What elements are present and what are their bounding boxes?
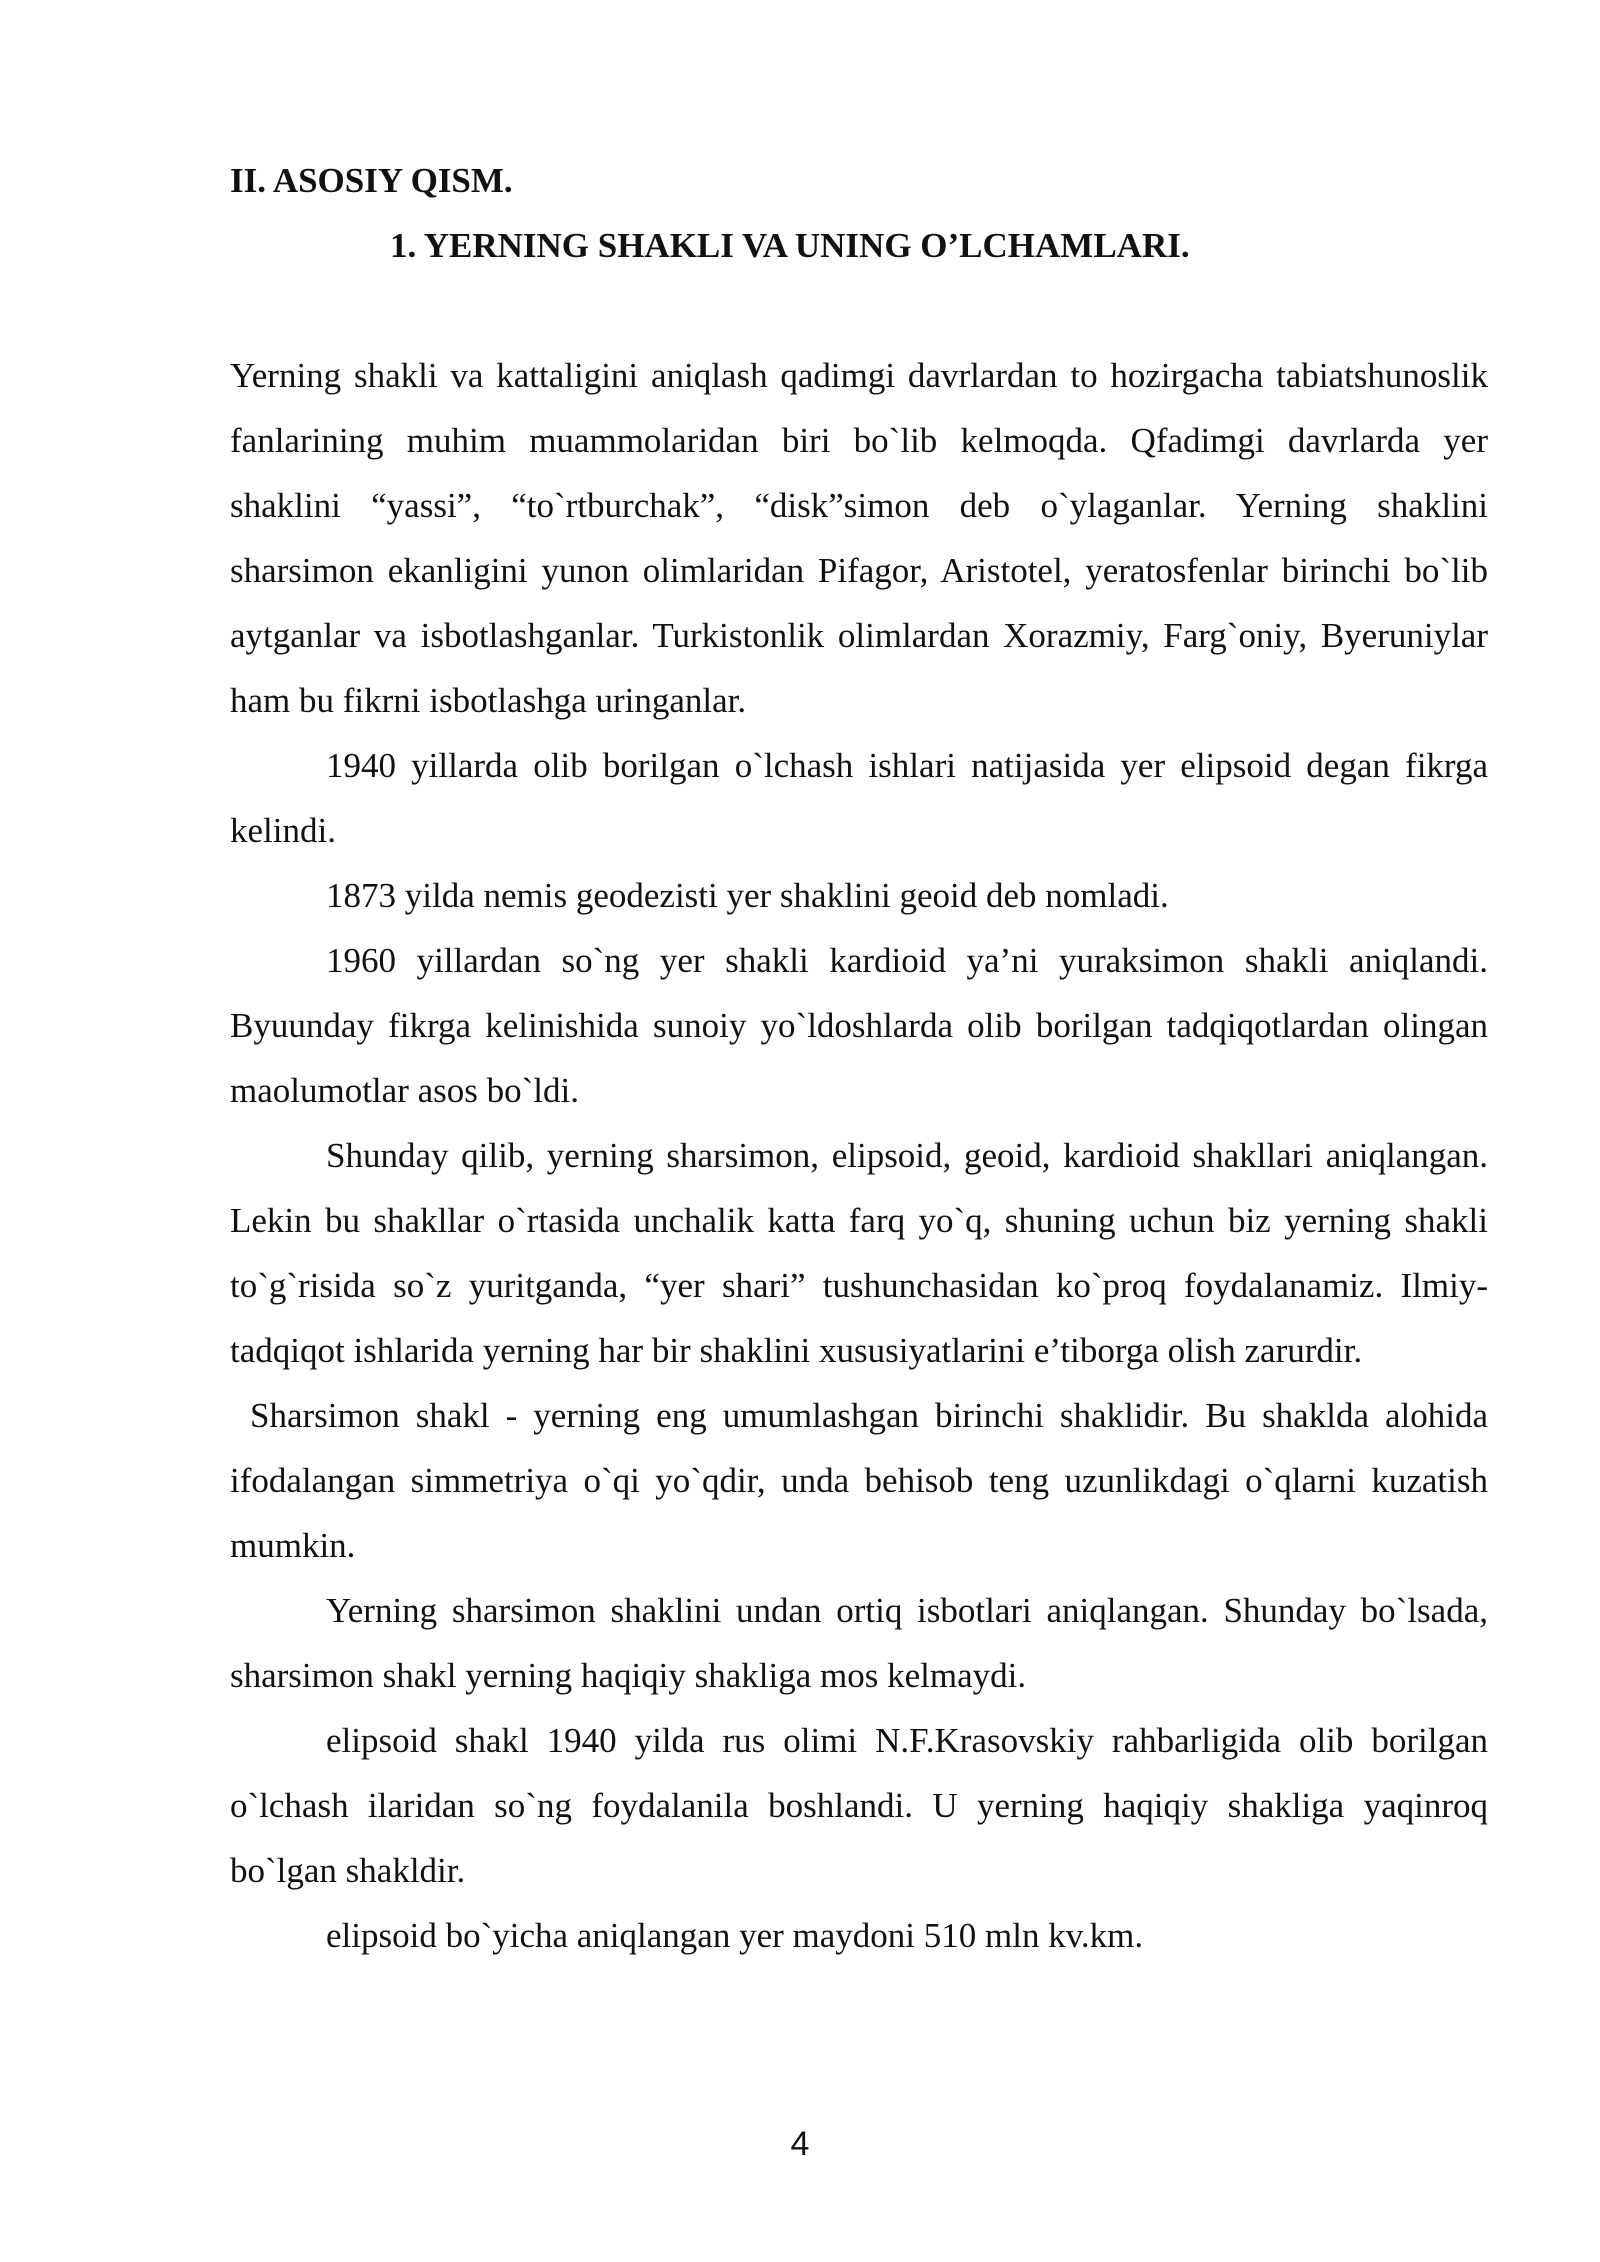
paragraph-1873-geoid: 1873 yilda nemis geodezisti yer shaklini geoid deb nomladi. <box>326 876 1169 915</box>
page-content <box>230 148 1488 1968</box>
page-number: 4 <box>790 2125 810 2163</box>
paragraph-intro: Yerning shakli va kattaligini aniqlash qadimgi davrlardan to hozirgacha tabiatshunoslik fanlarining muhim muammolaridan biri bo`lib kelmoqda. Qfadimgi davrlarda yer shaklini “yassi”, “to`rtburchak”, “disk”simon deb o`ylaganlar. Yerning shaklini sharsimon ekanligini yunon olimlaridan Pifagor, Aristotel, yeratosfenlar birinchi bo`lib aytganlar va isbotlashganlar. Turkistonlik olimlardan Xorazmiy, Farg`oniy, Byeruniylar ham bu fikrni isbotlashga uringanlar. <box>230 356 1488 720</box>
section-heading: II. ASOSIY QISM. <box>230 161 513 200</box>
paragraph-spherical-shape: Sharsimon shakl - yerning eng umumlashgan birinchi shaklidir. Bu shaklda alohida ifodalangan simmetriya o`qi yo`qdir, unda behisob teng uzunlikdagi o`qlarni kuzatish mumkin. <box>230 1396 1488 1565</box>
paragraph-1960-cardioid: 1960 yillardan so`ng yer shakli kardioid ya’ni yuraksimon shakli aniqlandi. Byuunday fikrga kelinishida sunoiy yo`ldoshlarda olib borilgan tadqiqotlardan olingan maolumotlar asos bo`ldi. <box>230 941 1488 1110</box>
paragraph-spherical-proofs: Yerning sharsimon shaklini undan ortiq isbotlari aniqlangan. Shunday bo`lsada, sharsimon shakl yerning haqiqiy shakliga mos kelmaydi. <box>230 1591 1488 1695</box>
paragraph-ellipsoid-krasovskiy: elipsoid shakl 1940 yilda rus olimi N.F.Krasovskiy rahbarligida olib borilgan o`lchash ilaridan so`ng foydalanila boshlandi. U yerning haqiqiy shakliga yaqinroq bo`lgan shakldir. <box>230 1721 1488 1890</box>
heading-spacer <box>230 278 1488 343</box>
chapter-heading: 1. YERNING SHAKLI VA UNING O’LCHAMLARI. <box>390 226 1190 265</box>
paragraph-shapes-summary: Shunday qilib, yerning sharsimon, elipsoid, geoid, kardioid shakllari aniqlangan. Lekin bu shakllar o`rtasida unchalik katta farq yo`q, shuning uchun biz yerning shakli to`g`risida so`z yuritganda, “yer shari” tushunchasidan ko`proq foydalanamiz. Ilmiy-tadqiqot ishlarida yerning har bir shaklini xususiyatlarini e’tiborga olish zarurdir. <box>230 1136 1488 1370</box>
paragraph-1940-ellipsoid: 1940 yillarda olib borilgan o`lchash ishlari natijasida yer elipsoid degan fikrga kelindi. <box>230 746 1488 850</box>
paragraph-ellipsoid-area: elipsoid bo`yicha aniqlangan yer maydoni 510 mln kv.km. <box>326 1916 1144 1955</box>
